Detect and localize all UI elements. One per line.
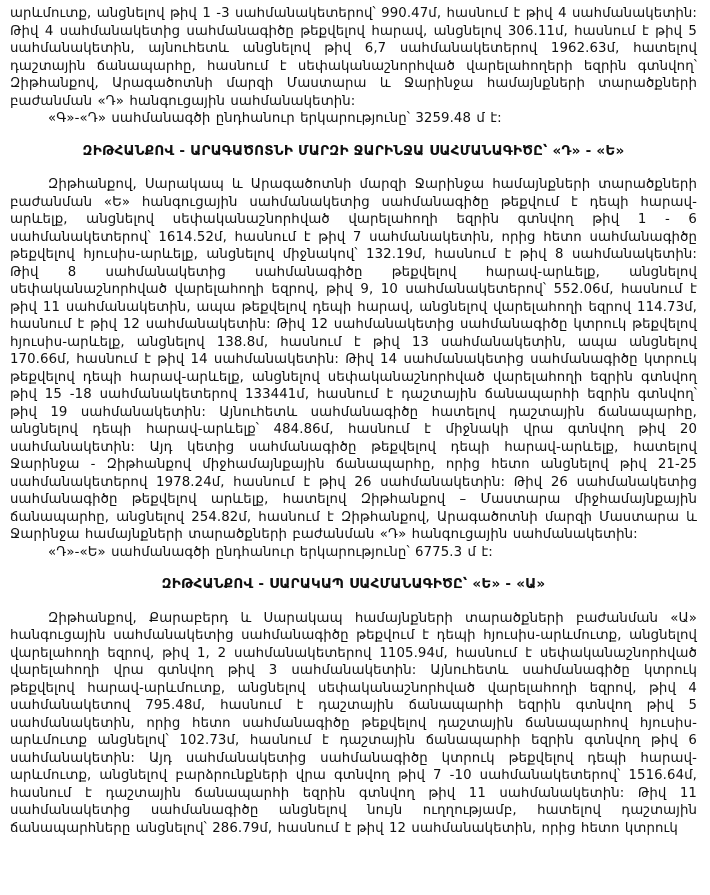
body-paragraph-boundary-g-d-continuation: արևմուտք, անցնելով թիվ 1 -3 սահմանակետերով՝ 990.47մ, հասնում է թիվ 4 սահմանակետին: Թիվ 4 սահմանակետից սահմանագիծը թեքվելով հարավ, անցնելով 306.11մ, հասնում է թիվ 5 սահմանակետին, այնուհետև անցնելով թիվ 6,7 սահմանակետերով 1962.63մ, հատելով դաշտային ճանապարհը, հասնում է սեփականաշնորհված վարելահողերի եզրին գտնվող՝ Զիթհանքով, Արագածոտնի մարզի Մաստարա և Ջարինջա համայնքների տարածքների բաժանման «Դ» հանգուցային սահմանակետին: xyxy=(10,6,697,109)
boundary-length-line-d-e: «Դ»-«Ե» սահմանագծի ընդհանուր երկարությունը՝ 6775.3 մ է: xyxy=(48,544,493,560)
section-heading-boundary-d-e: ԶԻԹՀԱՆՔՈՎ - ԱՐԱԳԱԾՈՏՆԻ ՄԱՐԶԻ ՋԱՐԻՆՋԱ ՍԱՀՄԱՆԱԳԻԾԸ՝ «Դ» - «Ե» xyxy=(82,142,625,159)
body-paragraph-boundary-e-a: Զիթհանքով, Քարաբերդ և Սարակապ համայնքների տարածքների բաժանման «Ա» հանգուցային սահմանակետից սահմանագիծը թեքվում է դեպի հյուսիս-արևմուտք, անցնելով վարելահողի եզրով, թիվ 1, 2 սահմանակետերով 1105.94մ, հասնում է սեփականաշնորհված վարելահողի վրա գտնվող թիվ 3 սահմանակետին: Այնուհետև սահմանագիծը կտրուկ թեքվելով հարավ-արևմուտք, անցնելով սեփականաշնորհված վարելահողի եզրով, թիվ 4 սահմանակետով 795.48մ, հասնում է դաշտային ճանապարհի եզրին գտնվող թիվ 5 սահմանակետին, որից հետո սահմանագիծը թեքվելով դաշտային ճանապարհով հյուսիս-արևմուտք անցնելով՝ 102.73մ, հասնում է դաշտային ճանապարհի եզրին գտնվող թիվ 6 սահմանակետին: Այդ սահմանակետից սահմանագիծը կտրուկ թեքվելով դեպի հարավ-արևմուտք, անցնելով բարձրունքների վրա գտնվող թիվ 7 -10 սահմանակետերով՝ 1516.64մ, հասնում է դաշտային ճանապարհի եզրին գտնվող թիվ 11 սահմանակետին: Թիվ 11 սահմանակետից սահմանագիծը անցնելով նույն ուղղությամբ, հատելով դաշտային ճանապարհները անցնելով՝ 286.79մ, հասնում է թիվ 12 սահմանակետին, որից հետո կտրուկ xyxy=(10,610,697,836)
body-paragraph-boundary-d-e: Զիթհանքով, Սարակապ և Արագածոտնի մարզի Ջարինջա համայնքների տարածքների բաժանման «Ե» հանգուցային սահմանակետից սահմանագիծը թեքվում է դեպի հարավ-արևելք, անցնելով սեփականաշնորհված վարելահողի եզրին գտնվող թիվ 1 - 6 սահմանակետերով՝ 1614.52մ, հասնում է թիվ 7 սահմանակետին, որից հետո սահմանագիծը թեքվելով հյուսիս-արևելք, անցնելով միջնակով՝ 132.19մ, հասնում է թիվ 8 սահմանակետին: Թիվ 8 սահմանակետից սահմանագիծը թեքվելով հարավ-արևելք, անցնելով սեփականաշնորհված վարելահողի եզրով, թիվ 9, 10 սահմանակետերով՝ 552.06մ, հասնում է թիվ 11 սահմանակետին, ապա թեքվելով դեպի հարավ, անցնելով վարելահողի եզրով 114.73մ, հասնում է թիվ 12 սահմանակետին: Թիվ 12 սահմանակետից սահմանագիծը կտրուկ թեքվելով հյուսիս-արևելք, անցնելով 138.8մ, հասնում է թիվ 13 սահմանակետին, ապա անցնելով 170.66մ, հասնում է թիվ 14 սահմանակետին: Թիվ 14 սահմանակետից սահմանագիծը կտրուկ թեքվելով դեպի հարավ-արևելք, անցնելով սեփականաշնորհված վարելահողի եզրին գտնվող թիվ 15 -18 սահմանակետերով 133441մ, հասնում է դաշտային ճանապարհի եզրին գտնվող՝ թիվ 19 սահմանակետին: Այնուհետև սահմանագիծը հատելով դաշտային ճանապարհը, անցնելով դեպի հարավ-արևելք՝ 484.86մ, հասնում է միջնակի վրա գտնվող թիվ 20 սահմանակետին: Այդ կետից սահմանագիծը թեքվելով դեպի հարավ-արևելք, հատելով Ջարինջա - Զիթհանքով միջհամայնքային ճանապարհը, որից հետո անցնելով թիվ 21-25 սահմանակետերով 1978.24մ, հասնում է թիվ 26 սահմանակետին: Թիվ 26 սահմանակետից սահմանագիծը թեքվելով արևելք, հատելով Զիթհանքով – Մաստարա միջհամայնքային ճանապարհը, անցնելով 254.82մ, հասնում է Զիթհանքով, Արագածոտնի մարզի Մաստարա և Ջարինջա համայնքների տարածքների բաժանման «Դ» հանգուցային սահմանակետին: xyxy=(10,177,697,542)
boundary-length-line-g-d: «Գ»-«Դ» սահմանագծի ընդհանուր երկարությունը՝ 3259.48 մ է: xyxy=(48,111,502,126)
section-heading-boundary-e-a: ԶԻԹՀԱՆՔՈՎ - ՍԱՐԱԿԱՊ ՍԱՀՄԱՆԱԳԻԾԸ՝ «Ե» - «Ա» xyxy=(161,576,546,592)
